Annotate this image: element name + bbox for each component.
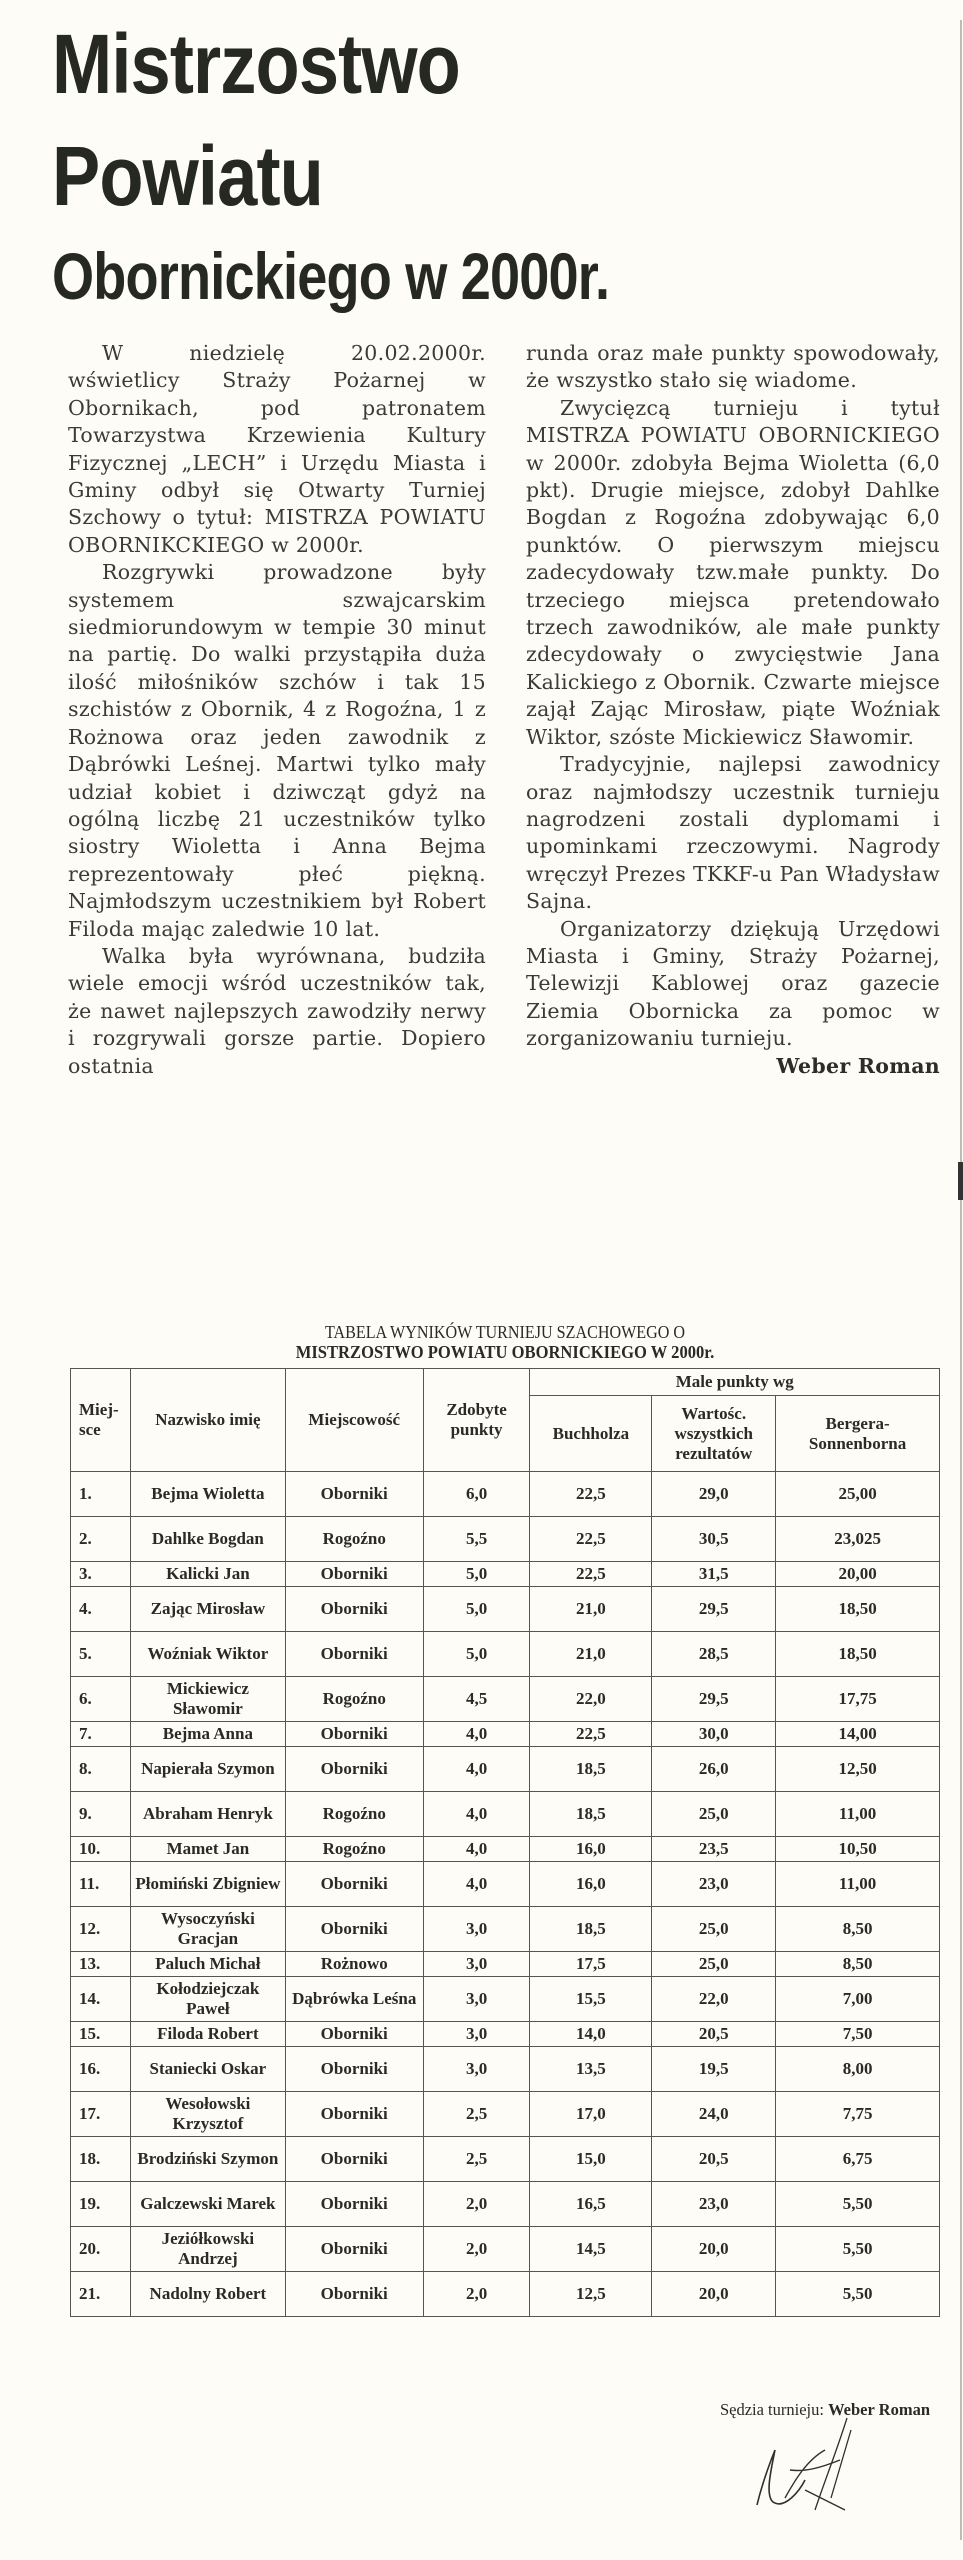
cell-place: 10. xyxy=(71,1837,131,1862)
cell-all-results: 25,0 xyxy=(652,1952,776,1977)
table-row xyxy=(71,2022,940,2047)
table-row xyxy=(71,1747,940,1792)
paragraph: W niedzielę 20.02.2000r. wświetlicy Straży Pożarnej w Obornikach, pod patronatem Towarzystwa Krzewienia Kultury Fizycznej „LECH” i Urzędu Miasta i Gminy odbył się Otwarty Turniej Szchowy o tytuł: MISTRZA POWIATU OBORNIKCKIEGO w 2000r. xyxy=(68,341,486,557)
cell-all-results: 20,5 xyxy=(652,2022,776,2047)
cell-city: Oborniki xyxy=(285,2137,423,2182)
cell-buchholz: 17,5 xyxy=(530,1952,652,1977)
cell-buchholz: 22,0 xyxy=(530,1677,652,1722)
cell-city: Oborniki xyxy=(285,2182,423,2227)
cell-points: 3,0 xyxy=(423,1907,530,1952)
cell-name: Abraham Henryk xyxy=(130,1792,285,1837)
cell-buchholz: 16,5 xyxy=(530,2182,652,2227)
cell-place: 21. xyxy=(71,2272,131,2317)
cell-all-results: 25,0 xyxy=(652,1907,776,1952)
cell-points: 4,0 xyxy=(423,1747,530,1792)
cell-all-results: 26,0 xyxy=(652,1747,776,1792)
table-row xyxy=(71,2047,940,2092)
cell-name: Woźniak Wiktor xyxy=(130,1632,285,1677)
table-row xyxy=(71,1862,940,1907)
paragraph: Rozgrywki prowadzone były systemem szwajcarskim siedmiorundowym w tempie 30 minut na partię. Do walki przystąpiła duża ilość miłośników szchów i tak 15 szchistów z Obornik, 4 z Rogoźna, 1 z Rożnowa oraz jeden zawodnik z Dąbrówki Leśnej. Martwi tylko mały udział kobiet i dziwcząt gdyż na ogólną liczbę 21 uczestników tylko siostry Wioletta i Anna Bejma reprezentowały płeć piękną. Najmłodszym uczestnikiem był Robert Filoda mając zaledwie 10 lat. xyxy=(68,560,486,941)
cell-all-results: 20,0 xyxy=(652,2272,776,2317)
cell-city: Oborniki xyxy=(285,2022,423,2047)
cell-sonneborn: 18,50 xyxy=(776,1587,940,1632)
cell-all-results: 19,5 xyxy=(652,2047,776,2092)
cell-sonneborn: 18,50 xyxy=(776,1632,940,1677)
cell-name: Bejma Wioletta xyxy=(130,1472,285,1517)
cell-sonneborn: 7,75 xyxy=(776,2092,940,2137)
table-title: MISTRZOSTWO POWIATU OBORNICKIEGO W 2000r. xyxy=(295,1342,715,1362)
judge-name: Weber Roman xyxy=(828,2400,930,2419)
cell-name: Mamet Jan xyxy=(130,1837,285,1862)
cell-all-results: 23,0 xyxy=(652,2182,776,2227)
table-row xyxy=(71,1562,940,1587)
cell-sonneborn: 7,00 xyxy=(776,1977,940,2022)
cell-all-results: 31,5 xyxy=(652,1562,776,1587)
cell-place: 4. xyxy=(71,1587,131,1632)
article-column-left xyxy=(68,340,486,1080)
table-row xyxy=(71,2272,940,2317)
cell-name: Płomiński Zbigniew xyxy=(130,1862,285,1907)
cell-points: 3,0 xyxy=(423,1952,530,1977)
table-row xyxy=(71,1722,940,1747)
cell-buchholz: 14,0 xyxy=(530,2022,652,2047)
cell-city: Oborniki xyxy=(285,1632,423,1677)
table-row xyxy=(71,1677,940,1722)
cell-points: 4,0 xyxy=(423,1792,530,1837)
cell-points: 2,5 xyxy=(423,2137,530,2182)
table-row xyxy=(71,2182,940,2227)
cell-city: Oborniki xyxy=(285,1862,423,1907)
cell-place: 19. xyxy=(71,2182,131,2227)
table-row xyxy=(71,1587,940,1632)
cell-place: 3. xyxy=(71,1562,131,1587)
cell-city: Oborniki xyxy=(285,1562,423,1587)
cell-city: Oborniki xyxy=(285,1472,423,1517)
header-place: Miej- sce xyxy=(71,1369,131,1472)
cell-all-results: 23,5 xyxy=(652,1837,776,1862)
headline-line-1: Mistrzostwo xyxy=(52,17,460,111)
cell-points: 6,0 xyxy=(423,1472,530,1517)
cell-points: 5,0 xyxy=(423,1587,530,1632)
cell-place: 11. xyxy=(71,1862,131,1907)
cell-city: Oborniki xyxy=(285,2047,423,2092)
paragraph: Organizatorzy dziękują Urzędowi Miasta i Gminy, Straży Pożarnej, Telewizji Kablowej oraz gazecie Ziemia Obornicka za pomoc w zorganizowaniu turnieju. xyxy=(526,916,940,1051)
cell-place: 17. xyxy=(71,2092,131,2137)
table-caption: TABELA WYNIKÓW TURNIEJU SZACHOWEGO O xyxy=(324,1322,686,1342)
cell-buchholz: 17,0 xyxy=(530,2092,652,2137)
cell-buchholz: 16,0 xyxy=(530,1862,652,1907)
cell-name: Wesołowski Krzysztof xyxy=(130,2092,285,2137)
cell-city: Oborniki xyxy=(285,1907,423,1952)
cell-points: 4,0 xyxy=(423,1862,530,1907)
cell-name: Staniecki Oskar xyxy=(130,2047,285,2092)
cell-sonneborn: 10,50 xyxy=(776,1837,940,1862)
judge-label: Sędzia turnieju: xyxy=(719,2400,829,2419)
cell-points: 2,5 xyxy=(423,2092,530,2137)
cell-name: Napierała Szymon xyxy=(130,1747,285,1792)
cell-place: 7. xyxy=(71,1722,131,1747)
cell-buchholz: 13,5 xyxy=(530,2047,652,2092)
cell-name: Jeziółkowski Andrzej xyxy=(130,2227,285,2272)
results-table xyxy=(70,1368,940,2317)
cell-buchholz: 14,5 xyxy=(530,2227,652,2272)
cell-all-results: 23,0 xyxy=(652,1862,776,1907)
cell-points: 4,0 xyxy=(423,1837,530,1862)
cell-place: 1. xyxy=(71,1472,131,1517)
cell-points: 4,5 xyxy=(423,1677,530,1722)
cell-city: Rogoźno xyxy=(285,1677,423,1722)
cell-sonneborn: 8,50 xyxy=(776,1952,940,1977)
table-row xyxy=(71,1792,940,1837)
cell-name: Brodziński Szymon xyxy=(130,2137,285,2182)
headline-line-3: Obornickiego w 2000r. xyxy=(52,239,610,313)
table-row xyxy=(71,2227,940,2272)
cell-name: Bejma Anna xyxy=(130,1722,285,1747)
table-row xyxy=(71,1952,940,1977)
cell-all-results: 24,0 xyxy=(652,2092,776,2137)
cell-name: Paluch Michał xyxy=(130,1952,285,1977)
cell-all-results: 28,5 xyxy=(652,1632,776,1677)
cell-all-results: 29,0 xyxy=(652,1472,776,1517)
cell-place: 2. xyxy=(71,1517,131,1562)
table-row xyxy=(71,1472,940,1517)
cell-sonneborn: 7,50 xyxy=(776,2022,940,2047)
cell-all-results: 22,0 xyxy=(652,1977,776,2022)
cell-name: Galczewski Marek xyxy=(130,2182,285,2227)
cell-place: 12. xyxy=(71,1907,131,1952)
cell-place: 20. xyxy=(71,2227,131,2272)
header-tiebreak-group: Male punkty wg xyxy=(530,1369,940,1396)
cell-sonneborn: 11,00 xyxy=(776,1862,940,1907)
cell-name: Filoda Robert xyxy=(130,2022,285,2047)
cell-sonneborn: 12,50 xyxy=(776,1747,940,1792)
cell-name: Kalicki Jan xyxy=(130,1562,285,1587)
cell-buchholz: 18,5 xyxy=(530,1907,652,1952)
table-row xyxy=(71,2137,940,2182)
cell-place: 13. xyxy=(71,1952,131,1977)
cell-place: 18. xyxy=(71,2137,131,2182)
cell-sonneborn: 25,00 xyxy=(776,1472,940,1517)
cell-sonneborn: 6,75 xyxy=(776,2137,940,2182)
cell-place: 6. xyxy=(71,1677,131,1722)
cell-buchholz: 15,5 xyxy=(530,1977,652,2022)
cell-points: 3,0 xyxy=(423,1977,530,2022)
cell-points: 4,0 xyxy=(423,1722,530,1747)
paragraph: Zwycięzcą turnieju i tytuł MISTRZA POWIATU OBORNICKIEGO w 2000r. zdobyła Bejma Wioletta (6,0 pkt). Drugie miejsce, zdobył Dahlke Bogdan z Rogoźna zdobywając 6,0 punktów. O pierwszym miejscu zadecydowały tzw.małe punkty. Do trzeciego miejsca pretendowało trzech zawodników, ale małe punkty zdecydowały o zwycięstwie Jana Kalickiego z Obornik. Czwarte miejsce zajął Zając Mirosław, piąte Woźniak Wiktor, szóste Mickiewicz Sławomir. xyxy=(526,395,940,749)
cell-place: 16. xyxy=(71,2047,131,2092)
results-body xyxy=(71,1472,940,2317)
cell-city: Rożnowo xyxy=(285,1952,423,1977)
cell-place: 14. xyxy=(71,1977,131,2022)
table-row xyxy=(71,1977,940,2022)
cell-all-results: 29,5 xyxy=(652,1677,776,1722)
cell-sonneborn: 11,00 xyxy=(776,1792,940,1837)
cell-city: Oborniki xyxy=(285,1747,423,1792)
header-points: Zdobyte punkty xyxy=(423,1369,530,1472)
table-row xyxy=(71,2092,940,2137)
cell-city: Oborniki xyxy=(285,2227,423,2272)
cell-sonneborn: 14,00 xyxy=(776,1722,940,1747)
cell-buchholz: 22,5 xyxy=(530,1562,652,1587)
cell-all-results: 30,0 xyxy=(652,1722,776,1747)
cell-buchholz: 22,5 xyxy=(530,1722,652,1747)
cell-all-results: 20,0 xyxy=(652,2227,776,2272)
page-edge-rule xyxy=(960,20,962,2540)
cell-name: Wysoczyński Gracjan xyxy=(130,1907,285,1952)
table-row xyxy=(71,1632,940,1677)
cell-city: Oborniki xyxy=(285,2272,423,2317)
cell-sonneborn: 23,025 xyxy=(776,1517,940,1562)
cell-buchholz: 18,5 xyxy=(530,1747,652,1792)
article-column-right xyxy=(526,340,940,1080)
cell-name: Dahlke Bogdan xyxy=(130,1517,285,1562)
cell-sonneborn: 17,75 xyxy=(776,1677,940,1722)
cell-points: 3,0 xyxy=(423,2022,530,2047)
signature-icon xyxy=(745,2410,865,2530)
cell-buchholz: 21,0 xyxy=(530,1632,652,1677)
cell-buchholz: 15,0 xyxy=(530,2137,652,2182)
cell-points: 3,0 xyxy=(423,2047,530,2092)
cell-place: 9. xyxy=(71,1792,131,1837)
paragraph: runda oraz małe punkty spowodowały, że wszystko stało się wiadome. xyxy=(526,341,940,393)
page-edge-mark xyxy=(958,1162,963,1200)
header-name: Nazwisko imię xyxy=(130,1369,285,1472)
cell-name: Kołodziejczak Paweł xyxy=(130,1977,285,2022)
cell-sonneborn: 5,50 xyxy=(776,2272,940,2317)
cell-sonneborn: 8,50 xyxy=(776,1907,940,1952)
cell-buchholz: 16,0 xyxy=(530,1837,652,1862)
cell-place: 5. xyxy=(71,1632,131,1677)
paragraph: Walka była wyrównana, budziła wiele emocji wśród uczestników tak, że nawet najlepszych zawodziły nerwy i rozgrywali gorsze partie. Dopiero ostatnia xyxy=(68,943,486,1078)
paragraph: Tradycyjnie, najlepsi zawodnicy oraz najmłodszy uczestnik turnieju nagrodzeni zostali dyplomami i upominkami rzeczowymi. Nagrody wręczył Prezes TKKF-u Pan Władysław Sajna. xyxy=(526,752,940,914)
cell-city: Dąbrówka Leśna xyxy=(285,1977,423,2022)
cell-points: 5,5 xyxy=(423,1517,530,1562)
cell-city: Oborniki xyxy=(285,1722,423,1747)
cell-all-results: 29,5 xyxy=(652,1587,776,1632)
table-row xyxy=(71,1517,940,1562)
cell-city: Oborniki xyxy=(285,1587,423,1632)
cell-place: 8. xyxy=(71,1747,131,1792)
cell-sonneborn: 5,50 xyxy=(776,2227,940,2272)
cell-name: Nadolny Robert xyxy=(130,2272,285,2317)
cell-buchholz: 18,5 xyxy=(530,1792,652,1837)
cell-points: 2,0 xyxy=(423,2227,530,2272)
header-sonneborn: Bergera-Sonnenborna xyxy=(776,1396,940,1472)
cell-buchholz: 12,5 xyxy=(530,2272,652,2317)
cell-points: 2,0 xyxy=(423,2182,530,2227)
cell-sonneborn: 5,50 xyxy=(776,2182,940,2227)
table-row xyxy=(71,1837,940,1862)
cell-buchholz: 22,5 xyxy=(530,1517,652,1562)
author-byline: Weber Roman xyxy=(776,1053,940,1078)
cell-city: Rogoźno xyxy=(285,1792,423,1837)
table-row xyxy=(71,1907,940,1952)
header-all-results: Wartośc. wszystkich rezultatów xyxy=(652,1396,776,1472)
headline-line-2: Powiatu xyxy=(52,129,323,223)
cell-name: Zając Mirosław xyxy=(130,1587,285,1632)
cell-all-results: 20,5 xyxy=(652,2137,776,2182)
cell-all-results: 25,0 xyxy=(652,1792,776,1837)
cell-city: Oborniki xyxy=(285,2092,423,2137)
cell-points: 5,0 xyxy=(423,1632,530,1677)
header-buchholz: Buchholza xyxy=(530,1396,652,1472)
header-city: Miejscowość xyxy=(285,1369,423,1472)
cell-city: Rogoźno xyxy=(285,1517,423,1562)
cell-sonneborn: 8,00 xyxy=(776,2047,940,2092)
cell-buchholz: 22,5 xyxy=(530,1472,652,1517)
cell-buchholz: 21,0 xyxy=(530,1587,652,1632)
cell-points: 5,0 xyxy=(423,1562,530,1587)
cell-place: 15. xyxy=(71,2022,131,2047)
cell-city: Rogoźno xyxy=(285,1837,423,1862)
cell-name: Mickiewicz Sławomir xyxy=(130,1677,285,1722)
cell-all-results: 30,5 xyxy=(652,1517,776,1562)
cell-points: 2,0 xyxy=(423,2272,530,2317)
cell-sonneborn: 20,00 xyxy=(776,1562,940,1587)
